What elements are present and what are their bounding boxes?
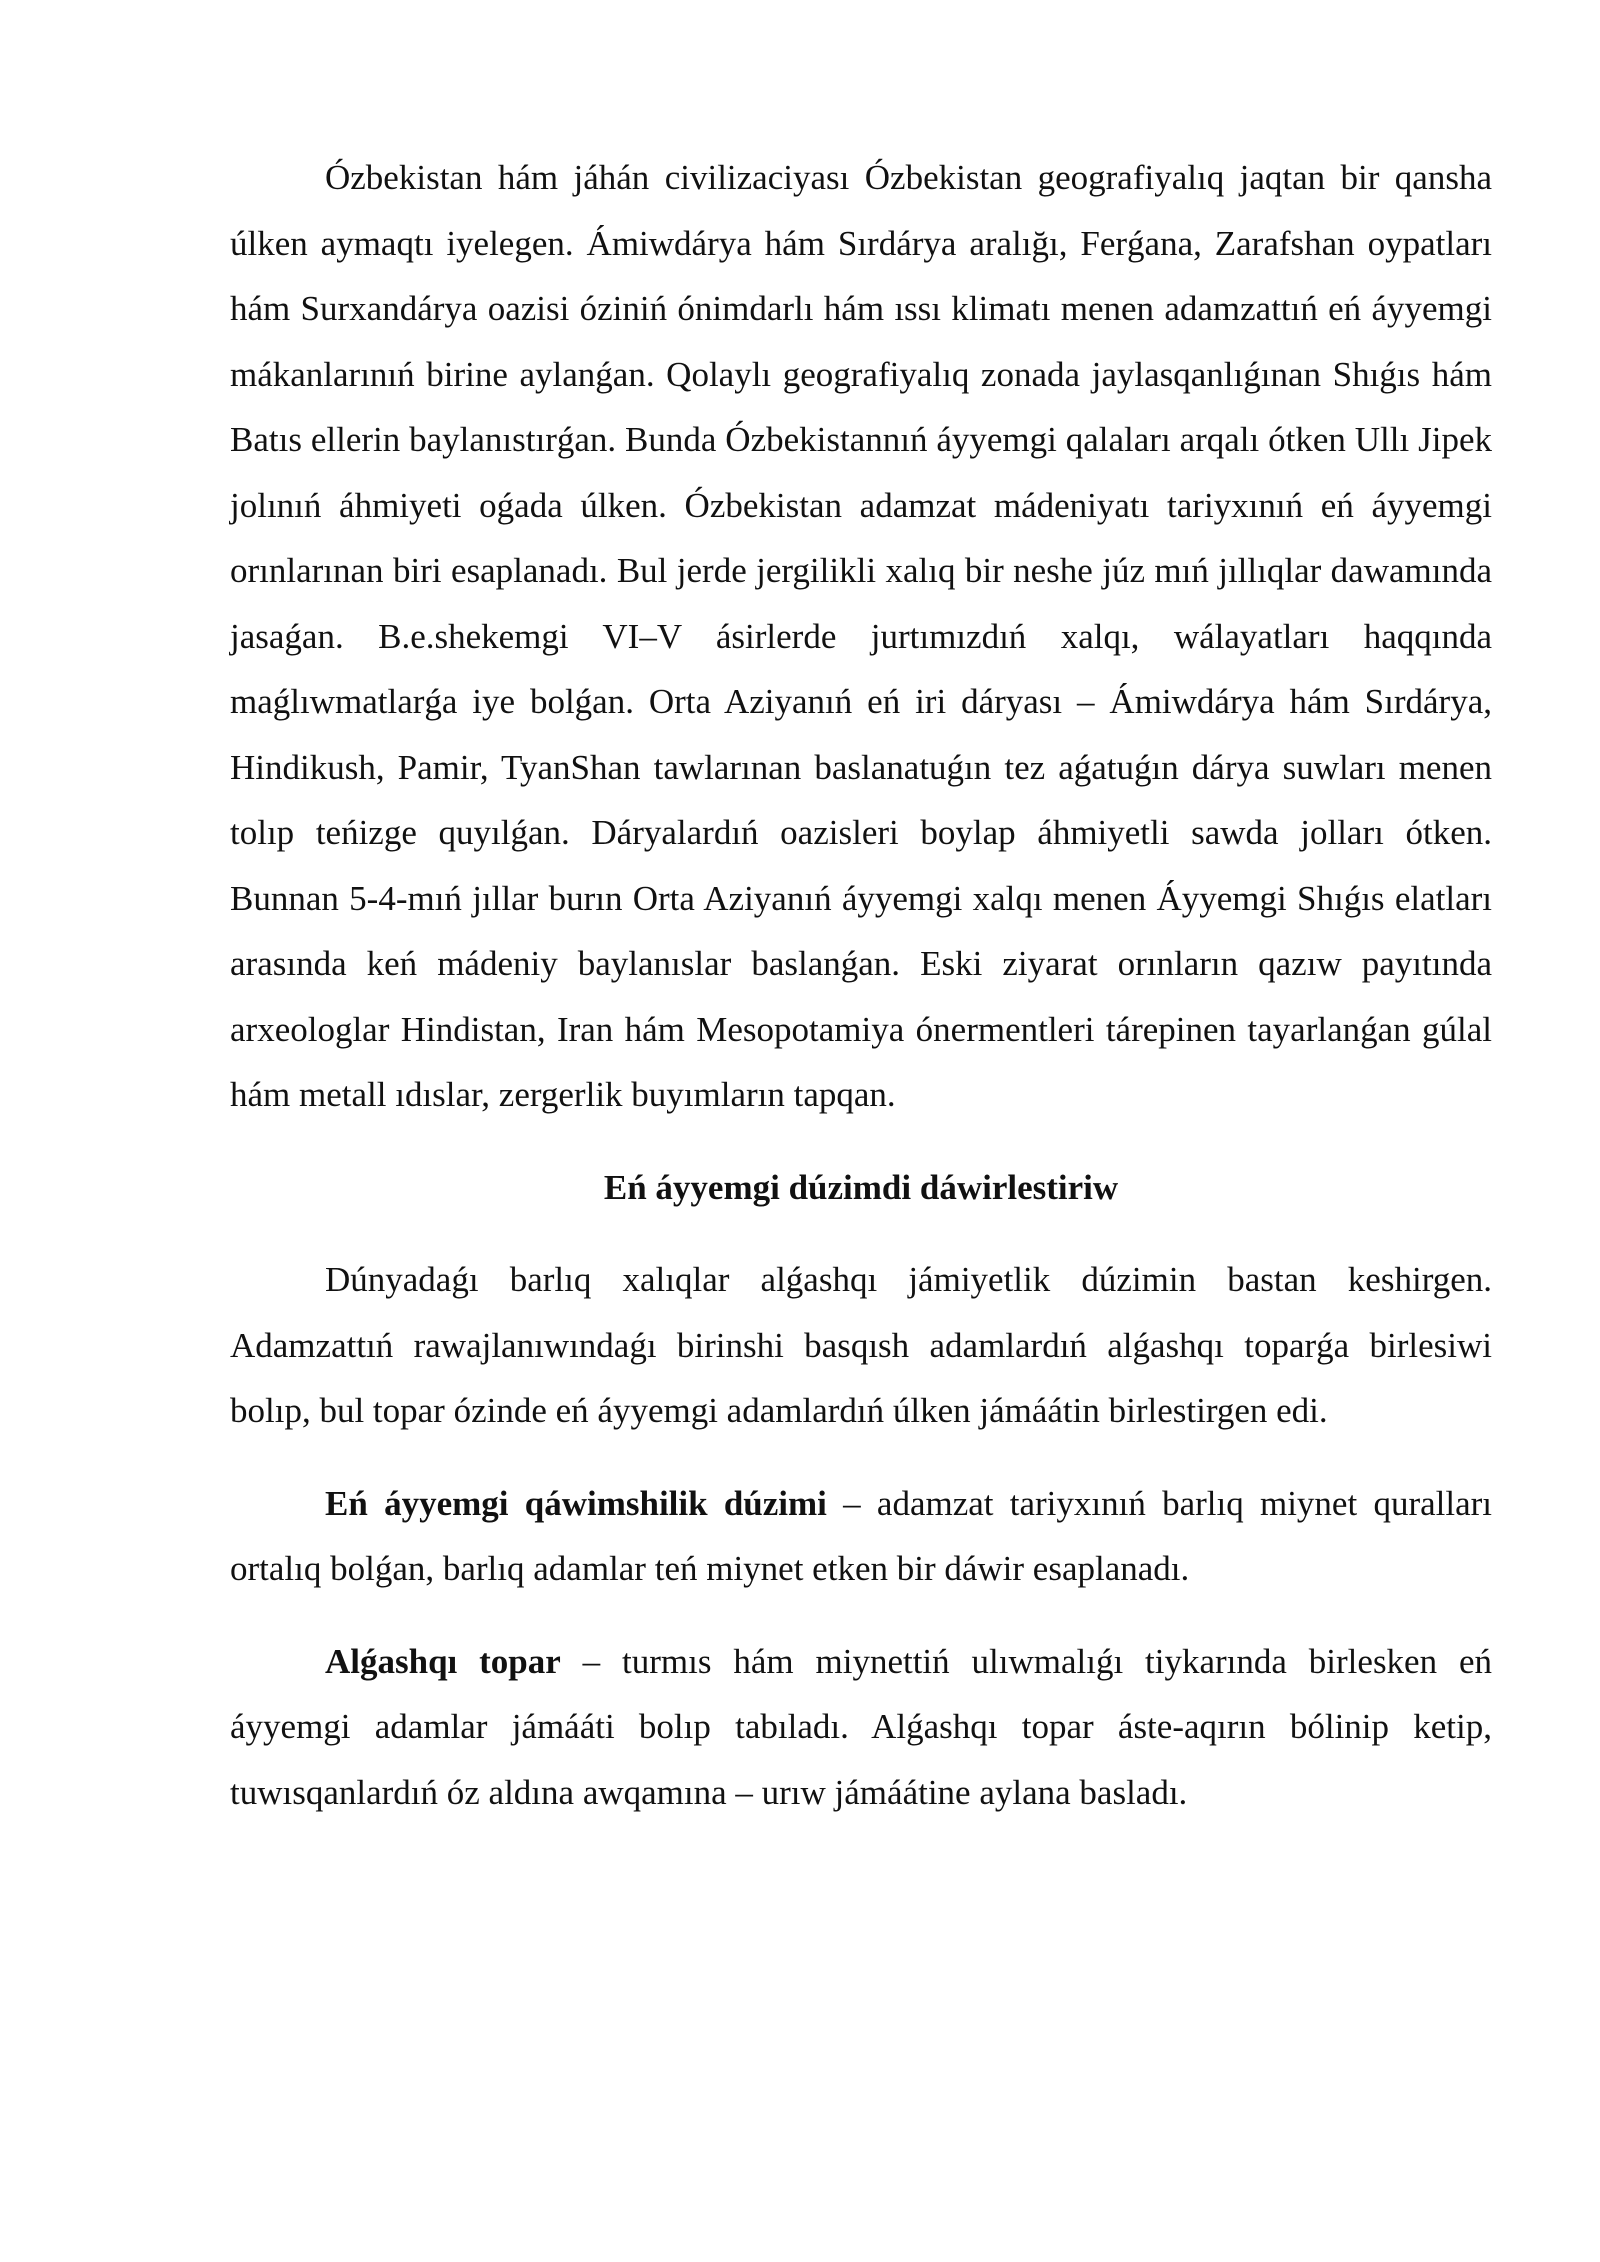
paragraph-intro: Ózbekistan hám jáhán civilizaciyası Ózbekistan geografiyalıq jaqtan bir qansha úlken aymaqtı iyelegen. Ámiwdárya hám Sırdárya aralığı, Ferǵana, Zarafshan oypatları hám Surxandárya oazisi óziniń ónimdarlı hám ıssı klimatı menen adamzattıń eń áyyemgi mákanlarınıń birine aylanǵan. Qolaylı geografiyalıq zonada jaylasqanlıǵınan Shıǵıs hám Batıs ellerin baylanıstırǵan. Bunda Ózbekistannıń áyyemgi qalaları arqalı ótken Ullı Jipek jolınıń áhmiyeti oǵada úlken. Ózbekistan adamzat mádeniyatı tariyxınıń eń áyyemgi orınlarınan biri esaplanadı. Bul jerde jergilikli xalıq bir neshe júz mıń jıllıqlar dawamında jasaǵan. B.e.shekemgi VI–V ásirlerde jurtımızdıń xalqı, wálayatları haqqında maǵlıwmatlarǵa iye bolǵan. Orta Aziyanıń eń iri dáryası – Ámiwdárya hám Sırdárya, Hindikush, Pamir, TyanShan tawlarınan baslanatuǵın tez aǵatuǵın dárya suwları menen tolıp teńizge quyılǵan. Dáryalardıń oazisleri boylap áhmiyetli sawda jolları ótken. Bunnan 5-4-mıń jıllar burın Orta Aziyanıń áyyemgi xalqı menen Áyyemgi Shıǵıs elatları arasında keń mádeniy baylanıslar baslanǵan. Eski ziyarat orınların qazıw payıtında arxeologlar Hindistan, Iran hám Mesopotamiya ónermentleri tárepinen tayarlanǵan gúlal hám metall ıdıslar, zergerlik buyımların tapqan. xyxy=(230,158,1492,1114)
paragraph-primitive-group xyxy=(230,1629,1492,1826)
paragraph-tribal-system xyxy=(230,1471,1492,1602)
document-page xyxy=(230,145,1492,1825)
term-primitive-group: Alǵashqı topar xyxy=(325,1641,561,1681)
definition-tribal-system: – adamzat tariyxınıń barlıq miynet quralları ortalıq bolǵan, barlıq adamlar teń miynet etken bir dáwir esaplanadı. xyxy=(230,1483,1492,1588)
term-tribal-system: Eń áyyemgi qáwimshilik dúzimi xyxy=(325,1483,827,1523)
paragraph-primitive-society: Dúnyadaǵı barlıq xalıqlar alǵashqı jámiyetlik dúzimin bastan keshirgen. Adamzattıń rawajlanıwındaǵı birinshi basqısh adamlardıń alǵashqı toparǵa birlesiwi bolıp, bul topar ózinde eń áyyemgi adamlardıń úlken jámáátin birlestirgen edi. xyxy=(230,1260,1492,1430)
definition-primitive-group: – turmıs hám miynettiń ulıwmalıǵı tiykarında birlesken eń áyyemgi adamlar jámááti bolıp tabıladı. Alǵashqı topar áste-aqırın bólinip ketip, tuwısqanlardıń óz aldına awqamına – urıw jámáátine aylana basladı. xyxy=(230,1641,1492,1812)
section-heading: Eń áyyemgi dúzimdi dáwirlestiriw xyxy=(603,1167,1119,1207)
